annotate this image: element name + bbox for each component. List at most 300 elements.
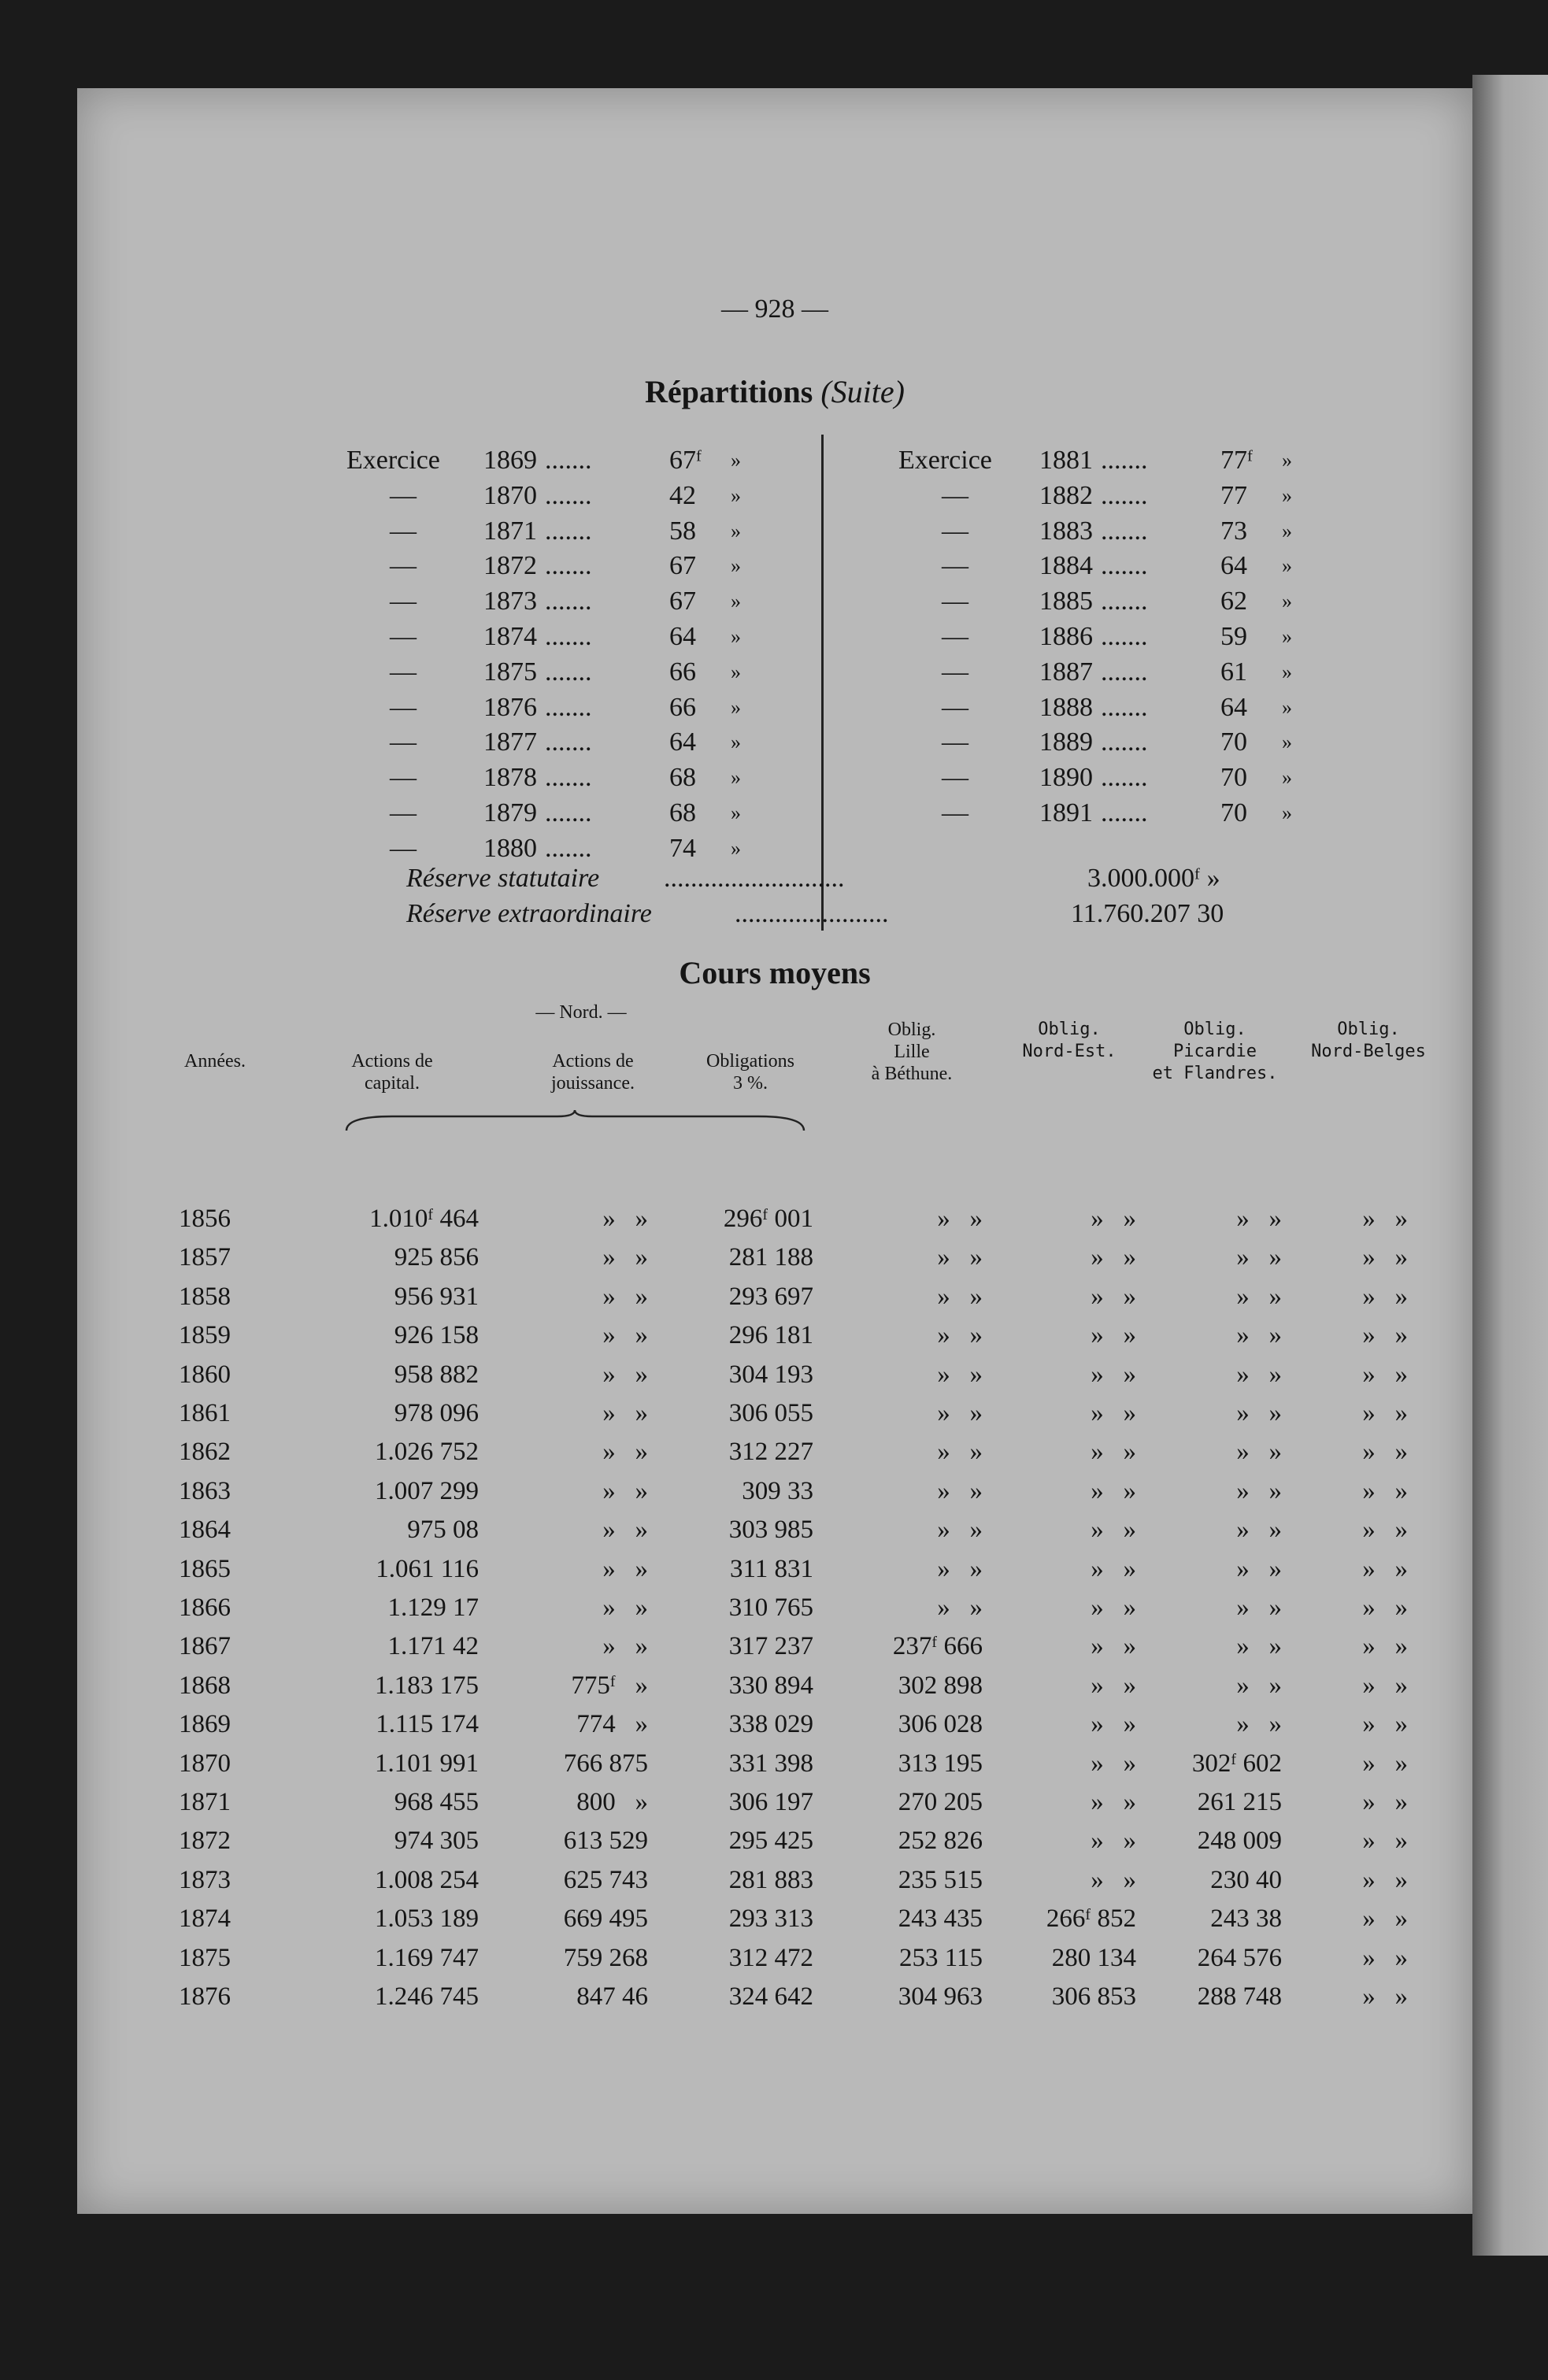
left-label: — bbox=[390, 551, 417, 581]
actions-capital-cell: 958 882 bbox=[394, 1360, 479, 1389]
year-cell: 1859 bbox=[179, 1321, 231, 1350]
header-lille-line: à Béthune. bbox=[871, 1064, 953, 1084]
nord-belge-cell: » » bbox=[1362, 1943, 1408, 1972]
left-amount: 42 bbox=[669, 480, 696, 510]
picardie-cell: » » bbox=[1236, 1360, 1282, 1389]
actions-jouissance-cell: 774 » bbox=[576, 1710, 648, 1739]
header-picardie-line: et Flandres. bbox=[1152, 1064, 1278, 1083]
nord-belge-cell: » » bbox=[1362, 1593, 1408, 1622]
repartitions-title bbox=[77, 373, 1472, 410]
actions-capital-cell: 1.101 991 bbox=[375, 1749, 479, 1778]
left-year: 1879 bbox=[483, 798, 537, 827]
nord-est-cell: » » bbox=[1091, 1554, 1136, 1583]
nord-est-cell: 266ᶠ 852 bbox=[1046, 1904, 1136, 1934]
header-obligations-line: Obligations bbox=[706, 1051, 794, 1072]
picardie-cell: 261 215 bbox=[1197, 1788, 1282, 1816]
year-cell: 1875 bbox=[179, 1943, 231, 1972]
nord-belge-cell: » » bbox=[1362, 1632, 1408, 1661]
header-actions-capital-line: capital. bbox=[365, 1073, 420, 1094]
nord-est-cell: » » bbox=[1091, 1360, 1136, 1389]
nord-belge-cell: » » bbox=[1362, 1827, 1408, 1856]
header-nord-belge-line: Oblig. bbox=[1337, 1020, 1400, 1039]
lille-cell: » » bbox=[937, 1360, 983, 1389]
left-suffix: » bbox=[731, 625, 741, 648]
right-leader-dots: ....... bbox=[1101, 551, 1148, 581]
actions-jouissance-cell: 759 268 bbox=[563, 1943, 648, 1972]
header-nord-belge bbox=[1290, 1019, 1447, 1063]
actions-jouissance-cell: » » bbox=[602, 1205, 648, 1233]
nord-est-cell: » » bbox=[1091, 1632, 1136, 1661]
nord-est-cell: » » bbox=[1091, 1593, 1136, 1622]
lille-cell: » » bbox=[937, 1554, 983, 1583]
left-amount: 64 bbox=[669, 727, 696, 757]
nord-belge-cell: » » bbox=[1362, 1710, 1408, 1739]
left-year: 1877 bbox=[483, 727, 537, 757]
actions-jouissance-cell: » » bbox=[602, 1516, 648, 1545]
picardie-cell: 230 40 bbox=[1210, 1865, 1282, 1894]
left-suffix: » bbox=[731, 519, 741, 542]
left-year: 1873 bbox=[483, 587, 537, 616]
header-picardie-line: Oblig. bbox=[1183, 1020, 1246, 1039]
right-year: 1888 bbox=[1039, 692, 1093, 722]
right-suffix: » bbox=[1282, 554, 1292, 578]
nord-est-cell: » » bbox=[1091, 1321, 1136, 1350]
actions-capital-cell: 1.008 254 bbox=[375, 1865, 479, 1894]
actions-jouissance-cell: » » bbox=[602, 1243, 648, 1272]
right-year: 1886 bbox=[1039, 622, 1093, 651]
actions-jouissance-cell: » » bbox=[602, 1360, 648, 1389]
reserve-label: Réserve extraordinaire bbox=[406, 899, 652, 928]
left-leader-dots: ....... bbox=[545, 763, 592, 793]
right-suffix: » bbox=[1282, 590, 1292, 613]
obligations-cell: 309 33 bbox=[742, 1476, 813, 1505]
year-cell: 1860 bbox=[179, 1360, 231, 1389]
picardie-cell: » » bbox=[1236, 1554, 1282, 1583]
actions-capital-cell: 1.053 189 bbox=[375, 1904, 479, 1934]
lille-cell: » » bbox=[937, 1399, 983, 1427]
obligations-cell: 281 188 bbox=[728, 1243, 813, 1272]
left-year: 1874 bbox=[483, 622, 537, 651]
left-leader-dots: ....... bbox=[545, 727, 592, 757]
picardie-cell: » » bbox=[1236, 1476, 1282, 1505]
lille-cell: » » bbox=[937, 1205, 983, 1233]
right-label: — bbox=[942, 516, 968, 546]
right-amount: 77ᶠ bbox=[1220, 446, 1254, 475]
right-year: 1887 bbox=[1039, 657, 1093, 687]
actions-capital-cell: 1.183 175 bbox=[375, 1671, 479, 1700]
nord-est-cell: » » bbox=[1091, 1671, 1136, 1700]
actions-capital-cell: 956 931 bbox=[394, 1282, 479, 1311]
obligations-cell: 295 425 bbox=[728, 1827, 813, 1856]
header-lille-line: Oblig. bbox=[887, 1020, 936, 1040]
nord-est-cell: 306 853 bbox=[1051, 1982, 1136, 2011]
left-leader-dots: ....... bbox=[545, 516, 592, 546]
nord-belge-cell: » » bbox=[1362, 1399, 1408, 1427]
nord-belge-cell: » » bbox=[1362, 1476, 1408, 1505]
year-cell: 1872 bbox=[179, 1827, 231, 1856]
left-leader-dots: ....... bbox=[545, 798, 592, 827]
left-year: 1871 bbox=[483, 516, 537, 546]
year-cell: 1870 bbox=[179, 1749, 231, 1778]
year-cell: 1866 bbox=[179, 1593, 231, 1622]
right-year: 1891 bbox=[1039, 798, 1093, 827]
right-year: 1882 bbox=[1039, 480, 1093, 510]
obligations-cell: 324 642 bbox=[728, 1982, 813, 2011]
nord-belge-cell: » » bbox=[1362, 1865, 1408, 1894]
right-year: 1889 bbox=[1039, 727, 1093, 757]
left-label: — bbox=[390, 727, 417, 757]
obligations-cell: 338 029 bbox=[728, 1710, 813, 1739]
header-nord-est-line: Oblig. bbox=[1038, 1020, 1101, 1039]
right-label: Exercice bbox=[898, 446, 992, 475]
actions-capital-cell: 1.129 17 bbox=[387, 1593, 479, 1622]
lille-cell: » » bbox=[937, 1516, 983, 1545]
right-amount: 64 bbox=[1220, 551, 1247, 581]
left-label: — bbox=[390, 692, 417, 722]
left-suffix: » bbox=[731, 590, 741, 613]
actions-jouissance-cell: » » bbox=[602, 1593, 648, 1622]
actions-capital-cell: 1.246 745 bbox=[375, 1982, 479, 2011]
header-actions-capital bbox=[313, 1050, 471, 1094]
actions-capital-cell: 1.169 747 bbox=[375, 1943, 479, 1972]
left-amount: 68 bbox=[669, 763, 696, 793]
picardie-cell: » » bbox=[1236, 1282, 1282, 1311]
right-leader-dots: ....... bbox=[1101, 692, 1148, 722]
nord-est-cell: » » bbox=[1091, 1827, 1136, 1856]
lille-cell: 270 205 bbox=[898, 1788, 983, 1816]
document-page bbox=[77, 88, 1472, 2214]
left-label: — bbox=[390, 480, 417, 510]
reserve-label: Réserve statutaire bbox=[406, 864, 600, 893]
actions-jouissance-cell: » » bbox=[602, 1554, 648, 1583]
actions-jouissance-cell: » » bbox=[602, 1399, 648, 1427]
nord-belge-cell: » » bbox=[1362, 1788, 1408, 1816]
nord-belge-cell: » » bbox=[1362, 1982, 1408, 2011]
year-cell: 1858 bbox=[179, 1282, 231, 1311]
right-amount: 61 bbox=[1220, 657, 1247, 687]
left-label: — bbox=[390, 763, 417, 793]
picardie-cell: » » bbox=[1236, 1516, 1282, 1545]
right-leader-dots: ....... bbox=[1101, 587, 1148, 616]
nord-est-cell: » » bbox=[1091, 1282, 1136, 1311]
obligations-cell: 304 193 bbox=[728, 1360, 813, 1389]
year-cell: 1874 bbox=[179, 1904, 231, 1934]
right-amount: 59 bbox=[1220, 622, 1247, 651]
obligations-cell: 330 894 bbox=[728, 1671, 813, 1700]
lille-cell: 304 963 bbox=[898, 1982, 983, 2011]
year-cell: 1871 bbox=[179, 1788, 231, 1816]
year-cell: 1869 bbox=[179, 1710, 231, 1739]
year-cell: 1865 bbox=[179, 1554, 231, 1583]
obligations-cell: 306 055 bbox=[728, 1399, 813, 1427]
lille-cell: » » bbox=[937, 1438, 983, 1467]
left-year: 1875 bbox=[483, 657, 537, 687]
right-leader-dots: ....... bbox=[1101, 727, 1148, 757]
year-cell: 1857 bbox=[179, 1243, 231, 1272]
left-leader-dots: ....... bbox=[545, 657, 592, 687]
left-leader-dots: ....... bbox=[545, 692, 592, 722]
right-amount: 64 bbox=[1220, 692, 1247, 722]
nord-est-cell: » » bbox=[1091, 1710, 1136, 1739]
picardie-cell: 302ᶠ 602 bbox=[1191, 1749, 1282, 1778]
year-cell: 1876 bbox=[179, 1982, 231, 2011]
obligations-cell: 306 197 bbox=[728, 1788, 813, 1816]
actions-capital-cell: 975 08 bbox=[407, 1516, 479, 1545]
actions-jouissance-cell: 800 » bbox=[576, 1788, 648, 1816]
right-suffix: » bbox=[1282, 519, 1292, 542]
picardie-cell: » » bbox=[1236, 1321, 1282, 1350]
right-suffix: » bbox=[1282, 449, 1292, 472]
lille-cell: » » bbox=[937, 1593, 983, 1622]
left-label: — bbox=[390, 833, 417, 863]
nord-belge-cell: » » bbox=[1362, 1554, 1408, 1583]
header-actions-jouissance-line: Actions de bbox=[552, 1051, 634, 1072]
actions-capital-cell: 968 455 bbox=[394, 1788, 479, 1816]
actions-jouissance-cell: 625 743 bbox=[563, 1865, 648, 1894]
header-nord-belge-line: Nord-Belges bbox=[1311, 1042, 1426, 1061]
repartitions-title-text: Répartitions bbox=[645, 374, 813, 409]
lille-cell: 252 826 bbox=[898, 1827, 983, 1856]
lille-cell: 306 028 bbox=[898, 1710, 983, 1739]
left-suffix: » bbox=[731, 731, 741, 754]
obligations-cell: 296ᶠ 001 bbox=[723, 1205, 813, 1233]
left-label: — bbox=[390, 516, 417, 546]
nord-belge-cell: » » bbox=[1362, 1360, 1408, 1389]
right-suffix: » bbox=[1282, 695, 1292, 719]
right-year: 1883 bbox=[1039, 516, 1093, 546]
obligations-cell: 310 765 bbox=[728, 1593, 813, 1622]
nord-est-cell: » » bbox=[1091, 1438, 1136, 1467]
year-cell: 1873 bbox=[179, 1865, 231, 1894]
actions-capital-cell: 1.115 174 bbox=[376, 1710, 479, 1739]
right-leader-dots: ....... bbox=[1101, 763, 1148, 793]
lille-cell: » » bbox=[937, 1321, 983, 1350]
reserve-amount: 3.000.000ᶠ » bbox=[1087, 864, 1220, 893]
left-suffix: » bbox=[731, 660, 741, 683]
reserve-amount: 11.760.207 30 bbox=[1071, 899, 1224, 928]
nord-belge-cell: » » bbox=[1362, 1282, 1408, 1311]
left-year: 1869 bbox=[483, 446, 537, 475]
header-annees-line: Années. bbox=[184, 1051, 246, 1072]
left-leader-dots: ....... bbox=[545, 551, 592, 581]
left-amount: 67ᶠ bbox=[669, 446, 702, 475]
obligations-cell: 312 472 bbox=[728, 1943, 813, 1972]
left-leader-dots: ....... bbox=[545, 446, 592, 475]
obligations-cell: 331 398 bbox=[728, 1749, 813, 1778]
actions-capital-cell: 978 096 bbox=[394, 1399, 479, 1427]
right-amount: 70 bbox=[1220, 798, 1247, 827]
nord-belge-cell: » » bbox=[1362, 1438, 1408, 1467]
header-picardie-line: Picardie bbox=[1173, 1042, 1257, 1061]
right-year: 1881 bbox=[1039, 446, 1093, 475]
picardie-cell: 288 748 bbox=[1197, 1982, 1282, 2011]
page-number: — 928 — bbox=[721, 294, 828, 324]
lille-cell: 313 195 bbox=[898, 1749, 983, 1778]
actions-jouissance-cell: » » bbox=[602, 1632, 648, 1661]
right-label: — bbox=[942, 798, 968, 827]
left-year: 1876 bbox=[483, 692, 537, 722]
nord-est-cell: » » bbox=[1091, 1788, 1136, 1816]
nord-belge-cell: » » bbox=[1362, 1243, 1408, 1272]
actions-capital-cell: 1.026 752 bbox=[375, 1438, 479, 1467]
left-leader-dots: ....... bbox=[545, 833, 592, 863]
obligations-cell: 293 697 bbox=[728, 1282, 813, 1311]
obligations-cell: 296 181 bbox=[728, 1321, 813, 1350]
column-divider bbox=[821, 435, 824, 931]
right-label: — bbox=[942, 657, 968, 687]
obligations-cell: 317 237 bbox=[728, 1632, 813, 1661]
left-amount: 67 bbox=[669, 551, 696, 581]
reserve-leader-dots: ....................... bbox=[735, 899, 889, 928]
right-amount: 70 bbox=[1220, 727, 1247, 757]
right-year: 1890 bbox=[1039, 763, 1093, 793]
nord-belge-cell: » » bbox=[1362, 1205, 1408, 1233]
picardie-cell: 243 38 bbox=[1210, 1904, 1282, 1934]
right-leader-dots: ....... bbox=[1101, 798, 1148, 827]
right-label: — bbox=[942, 587, 968, 616]
right-suffix: » bbox=[1282, 731, 1292, 754]
right-suffix: » bbox=[1282, 483, 1292, 507]
actions-capital-cell: 1.010ᶠ 464 bbox=[369, 1205, 479, 1233]
right-suffix: » bbox=[1282, 660, 1292, 683]
right-suffix: » bbox=[1282, 625, 1292, 648]
reserve-leader-dots: ........................... bbox=[664, 864, 845, 893]
header-annees bbox=[164, 1050, 266, 1072]
lille-cell: 243 435 bbox=[898, 1904, 983, 1934]
right-year: 1885 bbox=[1039, 587, 1093, 616]
left-amount: 74 bbox=[669, 833, 696, 863]
nord-est-cell: » » bbox=[1091, 1865, 1136, 1894]
header-picardie bbox=[1132, 1019, 1298, 1085]
actions-capital-cell: 1.007 299 bbox=[375, 1476, 479, 1505]
year-cell: 1868 bbox=[179, 1671, 231, 1700]
obligations-cell: 281 883 bbox=[728, 1865, 813, 1894]
nord-belge-cell: » » bbox=[1362, 1321, 1408, 1350]
lille-cell: 253 115 bbox=[898, 1943, 983, 1972]
picardie-cell: » » bbox=[1236, 1438, 1282, 1467]
right-label: — bbox=[942, 727, 968, 757]
nord-belge-cell: » » bbox=[1362, 1904, 1408, 1934]
left-suffix: » bbox=[731, 483, 741, 507]
left-suffix: » bbox=[731, 801, 741, 824]
nord-est-cell: » » bbox=[1091, 1749, 1136, 1778]
nord-belge-cell: » » bbox=[1362, 1671, 1408, 1700]
header-obligations-line: 3 %. bbox=[733, 1073, 768, 1094]
left-leader-dots: ....... bbox=[545, 622, 592, 651]
right-leader-dots: ....... bbox=[1101, 516, 1148, 546]
right-label: — bbox=[942, 480, 968, 510]
nord-group-brace bbox=[345, 1109, 805, 1132]
actions-capital-cell: 1.061 116 bbox=[376, 1554, 479, 1583]
right-amount: 70 bbox=[1220, 763, 1247, 793]
nord-belge-cell: » » bbox=[1362, 1749, 1408, 1778]
nord-belge-cell: » » bbox=[1362, 1516, 1408, 1545]
header-nord-est bbox=[998, 1019, 1140, 1063]
header-lille-line: Lille bbox=[894, 1042, 930, 1062]
picardie-cell: » » bbox=[1236, 1593, 1282, 1622]
actions-jouissance-cell: 847 46 bbox=[576, 1982, 648, 2011]
left-leader-dots: ....... bbox=[545, 480, 592, 510]
nord-est-cell: » » bbox=[1091, 1205, 1136, 1233]
right-leader-dots: ....... bbox=[1101, 480, 1148, 510]
obligations-cell: 293 313 bbox=[728, 1904, 813, 1934]
left-suffix: » bbox=[731, 766, 741, 790]
header-actions-capital-line: Actions de bbox=[351, 1051, 433, 1072]
facing-page-edge bbox=[1472, 75, 1548, 2256]
left-amount: 64 bbox=[669, 622, 696, 651]
lille-cell: 302 898 bbox=[898, 1671, 983, 1700]
left-year: 1870 bbox=[483, 480, 537, 510]
actions-jouissance-cell: » » bbox=[602, 1321, 648, 1350]
right-leader-dots: ....... bbox=[1101, 657, 1148, 687]
left-label: — bbox=[390, 587, 417, 616]
actions-jouissance-cell: » » bbox=[602, 1282, 648, 1311]
left-amount: 58 bbox=[669, 516, 696, 546]
year-cell: 1856 bbox=[179, 1205, 231, 1233]
header-actions-jouissance bbox=[514, 1050, 672, 1094]
left-year: 1878 bbox=[483, 763, 537, 793]
year-cell: 1863 bbox=[179, 1476, 231, 1505]
left-suffix: » bbox=[731, 449, 741, 472]
right-amount: 73 bbox=[1220, 516, 1247, 546]
picardie-cell: » » bbox=[1236, 1710, 1282, 1739]
left-suffix: » bbox=[731, 554, 741, 578]
left-suffix: » bbox=[731, 836, 741, 860]
cours-title: Cours moyens bbox=[679, 955, 871, 990]
year-cell: 1867 bbox=[179, 1632, 231, 1661]
left-label: — bbox=[390, 657, 417, 687]
right-label: — bbox=[942, 551, 968, 581]
repartitions-title-suffix: (Suite) bbox=[820, 374, 905, 409]
header-actions-jouissance-line: jouissance. bbox=[551, 1073, 635, 1094]
right-leader-dots: ....... bbox=[1101, 622, 1148, 651]
obligations-cell: 311 831 bbox=[729, 1554, 813, 1583]
right-amount: 62 bbox=[1220, 587, 1247, 616]
actions-capital-cell: 974 305 bbox=[394, 1827, 479, 1856]
lille-cell: 235 515 bbox=[898, 1865, 983, 1894]
right-label: — bbox=[942, 763, 968, 793]
lille-cell: 237ᶠ 666 bbox=[892, 1632, 983, 1661]
actions-jouissance-cell: 613 529 bbox=[563, 1827, 648, 1856]
actions-jouissance-cell: 766 875 bbox=[563, 1749, 648, 1778]
left-amount: 67 bbox=[669, 587, 696, 616]
picardie-cell: 264 576 bbox=[1197, 1943, 1282, 1972]
left-label: — bbox=[390, 798, 417, 827]
actions-jouissance-cell: 775ᶠ » bbox=[571, 1671, 648, 1700]
left-year: 1872 bbox=[483, 551, 537, 581]
header-lille bbox=[833, 1019, 991, 1085]
right-label: — bbox=[942, 692, 968, 722]
picardie-cell: 248 009 bbox=[1197, 1827, 1282, 1856]
picardie-cell: » » bbox=[1236, 1205, 1282, 1233]
right-year: 1884 bbox=[1039, 551, 1093, 581]
actions-jouissance-cell: » » bbox=[602, 1438, 648, 1467]
left-label: Exercice bbox=[346, 446, 440, 475]
nord-est-cell: » » bbox=[1091, 1243, 1136, 1272]
actions-capital-cell: 1.171 42 bbox=[387, 1632, 479, 1661]
header-nord-est-line: Nord-Est. bbox=[1022, 1042, 1117, 1061]
obligations-cell: 303 985 bbox=[728, 1516, 813, 1545]
right-suffix: » bbox=[1282, 801, 1292, 824]
nord-est-cell: » » bbox=[1091, 1516, 1136, 1545]
nord-est-cell: » » bbox=[1091, 1399, 1136, 1427]
right-suffix: » bbox=[1282, 766, 1292, 790]
header-obligations bbox=[672, 1050, 829, 1094]
right-label: — bbox=[942, 622, 968, 651]
year-cell: 1864 bbox=[179, 1516, 231, 1545]
left-suffix: » bbox=[731, 695, 741, 719]
nord-est-cell: » » bbox=[1091, 1476, 1136, 1505]
